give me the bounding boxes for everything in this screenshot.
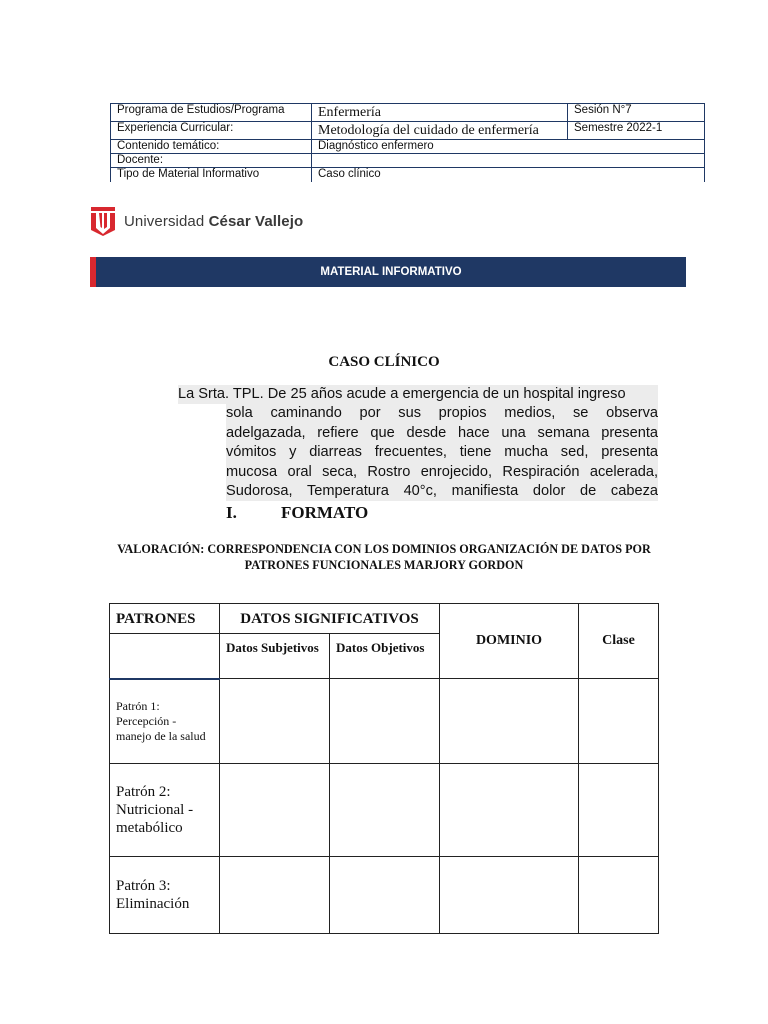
banner-title: MATERIAL INFORMATIVO bbox=[320, 266, 462, 278]
case-line: vómitos y diarreas frecuentes, tiene mucha sed, presenta bbox=[226, 443, 658, 462]
material-value: Caso clínico bbox=[312, 168, 705, 183]
case-title: CASO CLÍNICO bbox=[328, 354, 440, 370]
material-label: Tipo de Material Informativo bbox=[111, 168, 312, 183]
header-empty-cell bbox=[110, 634, 220, 679]
patterns-table bbox=[109, 603, 659, 934]
pattern-2-subjetivos-cell[interactable] bbox=[220, 764, 330, 857]
valoracion-heading: VALORACIÓN: CORRESPONDENCIA CON LOS DOMINIOS ORGANIZACIÓN DE DATOS POR PATRONES FUNCIONALES MARJORY GORDON bbox=[117, 542, 651, 572]
header-subjetivos: Datos Subjetivos bbox=[220, 634, 330, 679]
case-line: adelgazada, refiere que desde hace una semana presenta bbox=[226, 424, 658, 443]
content-label: Contenido temático: bbox=[111, 140, 312, 154]
header-datos: DATOS SIGNIFICATIVOS bbox=[220, 604, 440, 634]
section-number: I. bbox=[226, 503, 237, 522]
case-description bbox=[178, 385, 658, 501]
teacher-value bbox=[312, 154, 705, 168]
semester-value: Semestre 2022-1 bbox=[568, 122, 705, 140]
pattern-1-objetivos-cell[interactable] bbox=[330, 679, 440, 764]
experience-value: Metodología del cuidado de enfermería bbox=[312, 122, 568, 140]
case-line: mucosa oral seca, Rostro enrojecido, Respiración acelerada, bbox=[226, 463, 658, 482]
pattern-2-objetivos-cell[interactable] bbox=[330, 764, 440, 857]
university-logo bbox=[90, 206, 303, 236]
header-patrones: PATRONES bbox=[110, 604, 220, 634]
material-banner bbox=[90, 257, 686, 287]
pattern-1-label: Patrón 1: Percepción - manejo de la salud bbox=[110, 679, 220, 764]
course-info-table bbox=[110, 103, 705, 182]
pattern-3-clase-cell[interactable] bbox=[579, 857, 659, 934]
pattern-1-clase-cell[interactable] bbox=[579, 679, 659, 764]
pattern-3-subjetivos-cell[interactable] bbox=[220, 857, 330, 934]
content-value: Diagnóstico enfermero bbox=[312, 140, 705, 154]
header-clase: Clase bbox=[579, 604, 659, 679]
pattern-3-dominio-cell[interactable] bbox=[440, 857, 579, 934]
session-value: Sesión N°7 bbox=[568, 104, 705, 122]
pattern-1-subjetivos-cell[interactable] bbox=[220, 679, 330, 764]
case-line: Sudorosa, Temperatura 40°c, manifiesta dolor de cabeza bbox=[226, 482, 658, 501]
section-title: FORMATO bbox=[281, 503, 369, 522]
pattern-3-objetivos-cell[interactable] bbox=[330, 857, 440, 934]
pattern-2-label: Patrón 2: Nutricional - metabólico bbox=[110, 764, 220, 857]
experience-label: Experiencia Curricular: bbox=[111, 122, 312, 140]
university-name: Universidad César Vallejo bbox=[124, 212, 304, 230]
case-line: La Srta. TPL. De 25 años acude a emergencia de un hospital ingreso bbox=[178, 385, 658, 404]
pattern-2-clase-cell[interactable] bbox=[579, 764, 659, 857]
pattern-2-dominio-cell[interactable] bbox=[440, 764, 579, 857]
pattern-1-dominio-cell[interactable] bbox=[440, 679, 579, 764]
pattern-3-label: Patrón 3: Eliminación bbox=[110, 857, 220, 934]
university-shield-icon bbox=[90, 206, 116, 236]
program-value: Enfermería bbox=[312, 104, 568, 122]
program-label: Programa de Estudios/Programa bbox=[111, 104, 312, 122]
header-objetivos: Datos Objetivos bbox=[330, 634, 440, 679]
section-heading bbox=[226, 503, 368, 523]
teacher-label: Docente: bbox=[111, 154, 312, 168]
case-line: sola caminando por sus propios medios, se observa bbox=[226, 404, 658, 423]
header-dominio: DOMINIO bbox=[440, 604, 579, 679]
